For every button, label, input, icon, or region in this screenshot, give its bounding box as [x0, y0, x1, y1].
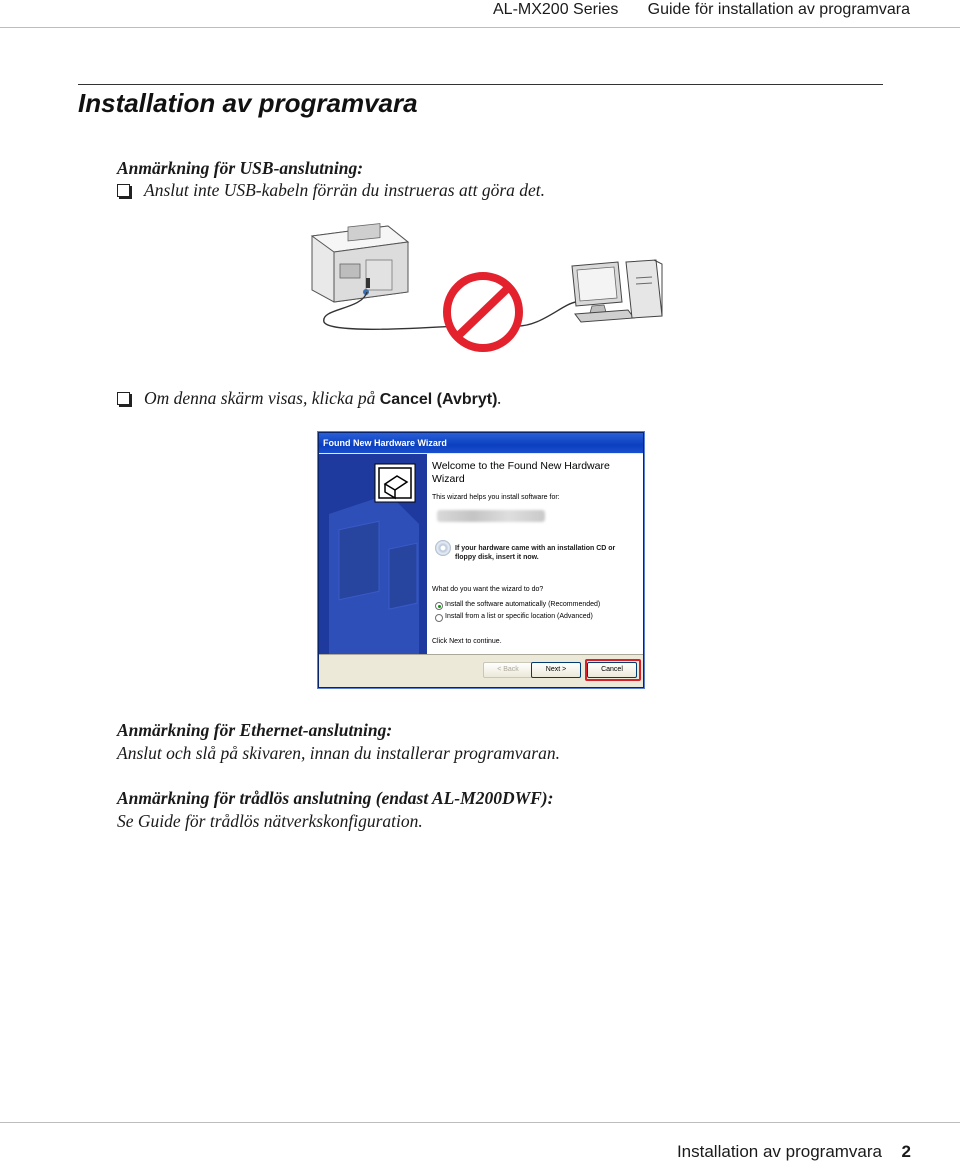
usb-cable-computer	[514, 302, 576, 326]
usb-bullet-1-text: Anslut inte USB-kabeln förrän du instrueras att göra det.	[144, 180, 546, 200]
found-new-hardware-wizard	[318, 432, 644, 688]
hardware-wizard-icon	[375, 464, 415, 502]
wizard-content	[427, 454, 643, 654]
wizard-title-bar: Found New Hardware Wizard	[319, 433, 643, 453]
cancel-button[interactable]: Cancel	[587, 662, 637, 678]
header-guide-title: Guide för installation av programvara	[647, 1, 910, 18]
usb-note-heading: Anmärkning för USB-anslutning:	[117, 158, 364, 178]
wizard-intro: This wizard helps you install software for:	[432, 494, 560, 501]
usb-connection-illustration	[300, 218, 670, 358]
checkbox-bullet-icon	[117, 184, 130, 197]
wireless-note-heading: Anmärkning för trådlös anslutning (endast AL-M200DWF):	[117, 788, 554, 808]
no-entry-icon	[447, 276, 519, 348]
wizard-separator	[319, 654, 643, 655]
checkbox-bullet-icon	[117, 392, 130, 405]
wizard-continue-text: Click Next to continue.	[432, 638, 502, 645]
option-install-auto: Install the software automatically (Recommended)	[445, 601, 601, 608]
cancel-ui-label: Cancel (Avbryt)	[379, 391, 498, 408]
radio-install-auto[interactable]	[435, 602, 443, 610]
blurred-device-name	[437, 510, 545, 522]
page-title: Installation av programvara	[78, 88, 418, 118]
title-rule	[78, 84, 883, 85]
usb-bullet-2-suffix: .	[497, 388, 502, 408]
wireless-note-text: Se Guide för trådlös nätverkskonfiguration.	[117, 811, 423, 831]
next-button[interactable]: Next >	[531, 662, 581, 678]
header-series: AL-MX200 Series	[493, 1, 619, 18]
computer-icon	[572, 260, 662, 322]
option-install-list: Install from a list or specific location (Advanced)	[445, 613, 593, 620]
printer-icon	[312, 224, 408, 302]
wizard-body	[319, 454, 643, 654]
wizard-welcome-heading: Welcome to the Found New Hardware Wizard	[432, 460, 610, 485]
back-button[interactable]: < Back	[483, 662, 533, 678]
cd-icon	[435, 540, 451, 556]
page-number: 2	[901, 1142, 911, 1161]
cancel-highlight	[585, 659, 641, 681]
usb-bullet-1	[117, 180, 545, 201]
running-header	[0, 0, 960, 28]
usb-bullet-2-prefix: Om denna skärm visas, klicka på	[144, 388, 380, 408]
wizard-cd-prompt: If your hardware came with an installation CD or floppy disk, insert it now.	[455, 545, 616, 561]
usb-bullet-2	[117, 388, 502, 409]
wizard-side-panel	[319, 454, 427, 654]
ethernet-note-heading: Anmärkning för Ethernet-anslutning:	[117, 720, 393, 740]
footer-section-title: Installation av programvara	[676, 1142, 882, 1161]
header-rule	[0, 27, 960, 28]
radio-install-list[interactable]	[435, 614, 443, 622]
footer-rule	[0, 1122, 960, 1123]
wizard-question: What do you want the wizard to do?	[432, 586, 544, 593]
ethernet-note-text: Anslut och slå på skivaren, innan du installerar programvaran.	[117, 743, 560, 763]
